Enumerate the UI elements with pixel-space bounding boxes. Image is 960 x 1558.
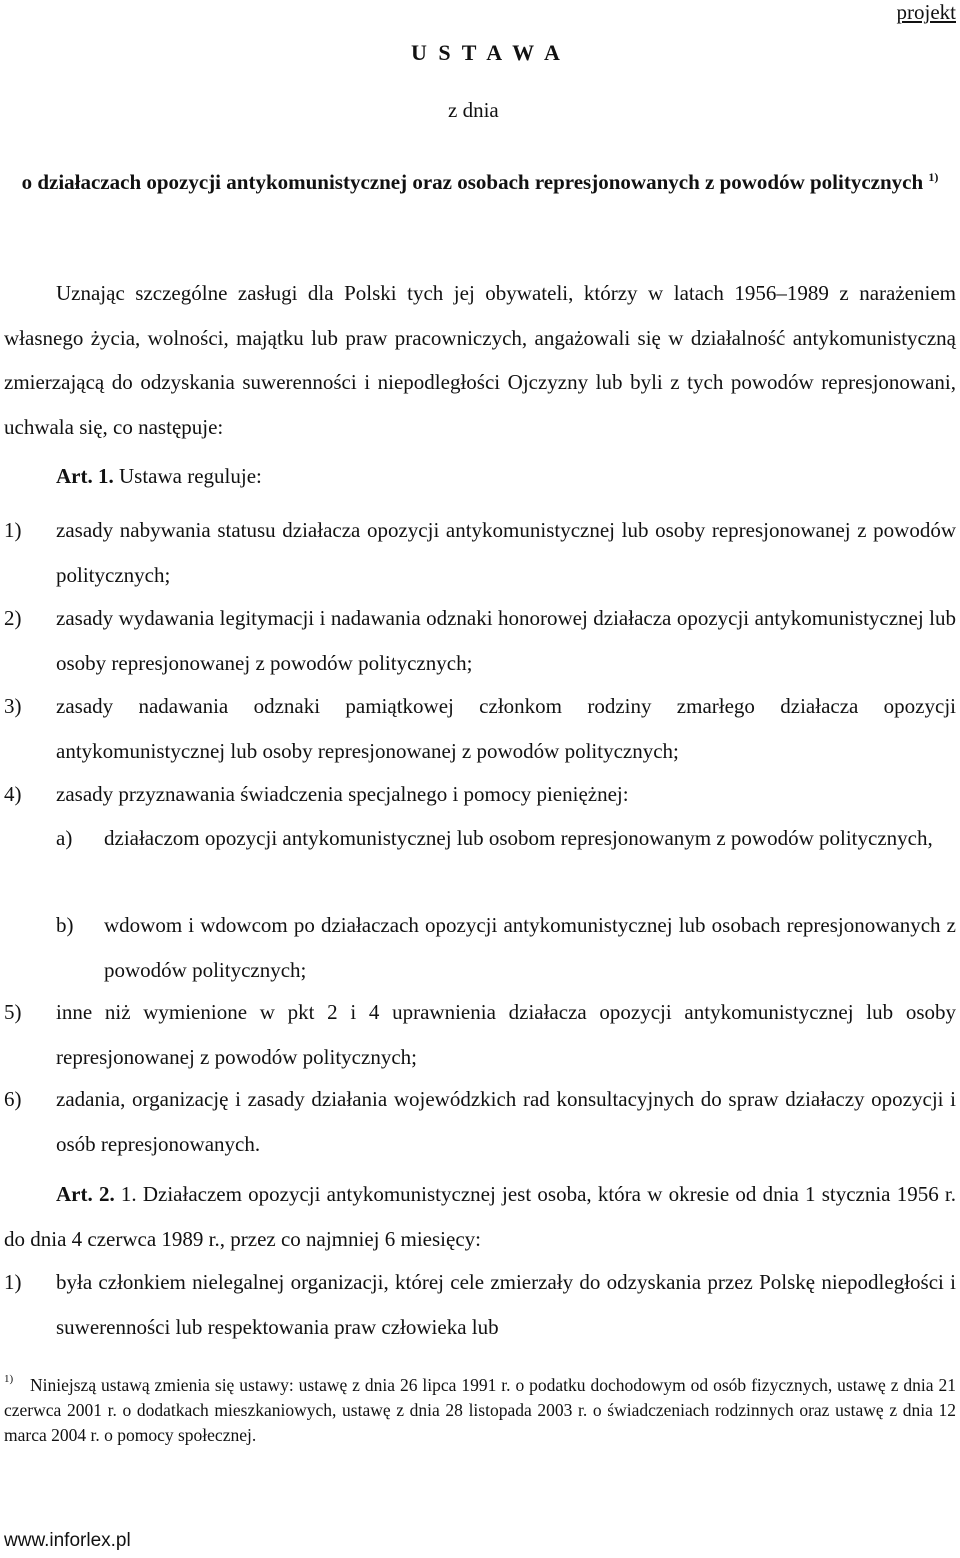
footnote-mark: 1) — [4, 1373, 14, 1385]
subitem-letter: b) — [56, 913, 74, 937]
art1-subitem-a — [56, 816, 956, 861]
subitem-text: działaczom opozycji antykomunistycznej lub osobom represjonowanym z powodów politycznych, — [104, 826, 933, 850]
item-number: 3) — [4, 694, 22, 718]
item-text: zasady nadawania odznaki pamiątkowej członkom rodziny zmarłego działacza opozycji antykomunistycznej lub osoby represjonowanej z powodów politycznych; — [56, 694, 956, 763]
art2-label: Art. 2. — [56, 1182, 115, 1206]
art1-subitem-b — [56, 903, 956, 992]
item-text: była członkiem nielegalnej organizacji, której cele zmierzały do odzyskania przez Polskę niepodległości i suwerenności lub respektowania praw człowieka lub — [56, 1270, 956, 1339]
art1-item-2 — [4, 596, 956, 685]
footnote-text: Niniejszą ustawą zmienia się ustawy: ustawę z dnia 26 lipca 1991 r. o podatku dochodowym od osób fizycznych, ustawę z dnia 21 czerwca 2001 r. o dodatkach mieszkaniowych, ustawę z dnia 28 listopada 2003 r. o świadczeniach rodzinnych oraz ustawę z dnia 12 marca 2004 r. o pomocy społecznej. — [4, 1375, 956, 1445]
art1-item-3 — [4, 684, 956, 773]
art1-item-5 — [4, 990, 956, 1079]
subitem-letter: a) — [56, 826, 73, 850]
document-date: z dnia — [448, 98, 499, 122]
footnote-reference[interactable]: 1) — [928, 170, 939, 184]
art2-intro: 1. Działaczem opozycji antykomunistycznej jest osoba, która w okresie od dnia 1 stycznia 1956 r. do dnia 4 czerwca 1989 r., przez co najmniej 6 miesięcy: — [4, 1182, 957, 1251]
preamble: Uznając szczególne zasługi dla Polski tych jej obywateli, którzy w latach 1956–1989 z narażeniem własnego życia, wolności, majątku lub praw pracowniczych, angażowali się w działalność antykomunistyczną zmierzającą do odzyskania suwerenności i niepodległości Ojczyzny lub byli z tych powodów represjonowani, uchwala się, co następuje: — [4, 281, 956, 439]
art1-item-6 — [4, 1077, 956, 1166]
art1-item-4 — [4, 772, 956, 817]
item-text: zasady nabywania statusu działacza opozycji antykomunistycznej lub osoby represjonowanej z powodów politycznych; — [56, 518, 956, 587]
art1-label: Art. 1. — [56, 464, 114, 488]
art1-heading — [56, 464, 262, 489]
projekt-label: projekt — [896, 0, 956, 24]
art2-paragraph — [4, 1172, 956, 1261]
item-number: 1) — [4, 1270, 22, 1294]
footer-site-link[interactable]: www.inforlex.pl — [4, 1530, 131, 1551]
item-number: 6) — [4, 1087, 22, 1111]
subitem-text: wdowom i wdowcom po działaczach opozycji antykomunistycznej lub osobach represjonowanych z powodów politycznych; — [104, 913, 956, 982]
item-number: 4) — [4, 782, 22, 806]
item-text: zasady wydawania legitymacji i nadawania odznaki honorowej działacza opozycji antykomunistycznej lub osoby represjonowanej z powodów politycznych; — [56, 606, 956, 675]
art1-intro: Ustawa reguluje: — [118, 464, 262, 488]
item-number: 5) — [4, 1000, 22, 1024]
footnote — [4, 1373, 956, 1448]
art2-item-1 — [4, 1260, 956, 1349]
subtitle-text: o działaczach opozycji antykomunistycznej oraz osobach represjonowanych z powodów politycznych — [21, 170, 924, 194]
document-title: U S T A W A — [411, 40, 563, 65]
item-text: zasady przyznawania świadczenia specjalnego i pomocy pieniężnej: — [56, 782, 629, 806]
document-subtitle — [4, 155, 956, 204]
item-text: zadania, organizację i zasady działania wojewódzkich rad konsultacyjnych do spraw działaczy opozycji i osób represjonowanych. — [56, 1087, 956, 1156]
art1-item-1 — [4, 508, 956, 597]
item-number: 2) — [4, 606, 22, 630]
item-number: 1) — [4, 518, 22, 542]
item-text: inne niż wymienione w pkt 2 i 4 uprawnienia działacza opozycji antykomunistycznej lub osoby represjonowanej z powodów politycznych; — [56, 1000, 956, 1069]
